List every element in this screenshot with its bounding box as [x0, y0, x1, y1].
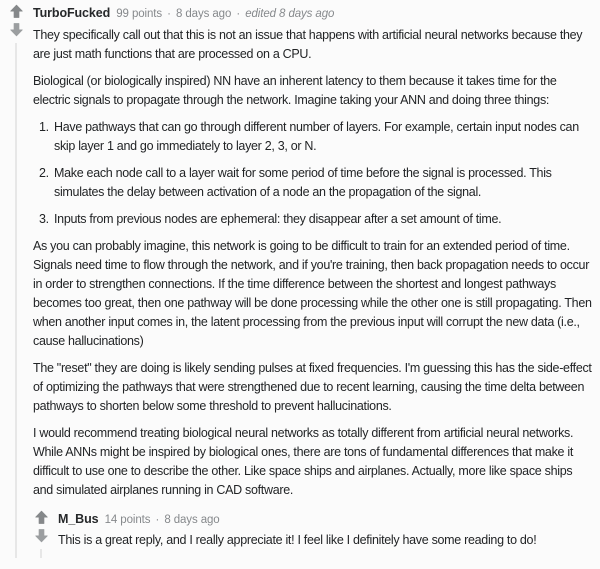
- list-item: 1. Have pathways that can go through different number of layers. For example, certain input nodes can skip layer 1 and go immediately to layer 2, 3, or N.: [52, 118, 592, 156]
- meta-separator: ·: [236, 8, 241, 20]
- comment-collapse-line[interactable]: [15, 43, 17, 558]
- comment-paragraph: As you can probably imagine, this network is going to be difficult to train for an extended period of time. Signals need time to flow through the network, and if you're training, then back propagation needs to occur in order to strengthen connections. If the time difference between the shortest and longest pathways becomes too great, then one pathway will be done processing while the other one is still propagating. Then when another input comes in, the latent processing from the previous input will corrupt the new data (i.e., cause hallucinations): [33, 239, 592, 348]
- reply-score: 14 points: [104, 514, 151, 526]
- upvote-icon[interactable]: [9, 4, 24, 19]
- list-item: 3. Inputs from previous nodes are ephemeral: they disappear after a set amount of time.: [52, 210, 592, 229]
- reply-author[interactable]: M_Bus: [58, 512, 99, 526]
- reply-paragraph: This is a great reply, and I really appreciate it! I feel like I definitely have some reading to do!: [58, 533, 537, 547]
- comment-paragraph: They specifically call out that this is not an issue that happens with artificial neural networks because they are just math functions that are processed on a CPU.: [33, 28, 583, 61]
- reply-comment: [29, 510, 592, 558]
- comment-collapse-line[interactable]: [40, 549, 42, 558]
- reply-header: [58, 510, 592, 526]
- reply-age: 8 days ago: [164, 514, 220, 526]
- vote-controls: [29, 510, 53, 558]
- reply-content: [53, 510, 592, 558]
- upvote-icon[interactable]: [34, 510, 49, 525]
- comment-paragraph: Biological (or biologically inspired) NN have an inherent latency to them because it takes time for the electric signals to propagate through the network. Imagine taking your ANN and doing three things:: [33, 74, 557, 107]
- comment-paragraph: I would recommend treating biological neural networks as totally different from artificial neural networks. While ANNs might be inspired by biological ones, there are tons of fundamental differences that make it difficult to use one to describe the other. Like space ships and airplanes. Actually, more like space ships and simulated airplanes running in CAD software.: [33, 426, 574, 497]
- downvote-icon[interactable]: [34, 528, 49, 543]
- list-item: 2. Make each node call to a layer wait for some period of time before the signal is processed. This simulates the delay between activation of a node an the propagation of the signal.: [52, 164, 592, 202]
- comment-age: 8 days ago: [176, 8, 232, 20]
- comment-numbered-list: [33, 118, 592, 229]
- downvote-icon[interactable]: [9, 22, 24, 37]
- comment-edited-label: edited 8 days ago: [245, 8, 335, 20]
- comment-paragraph: The "reset" they are doing is likely sending pulses at fixed frequencies. I'm guessing this has the side-effect of optimizing the pathways that were strengthened due to recent learning, causing the time delta between pathways to shorten below some threshold to prevent hallucinations.: [33, 361, 592, 413]
- comment-content: [28, 4, 592, 558]
- comment-body: [33, 26, 592, 500]
- comment-author[interactable]: TurboFucked: [33, 6, 111, 20]
- comment: [4, 4, 592, 558]
- vote-controls: [4, 4, 28, 558]
- meta-separator: ·: [167, 8, 171, 20]
- meta-separator: ·: [155, 514, 160, 526]
- reply-body: [58, 531, 592, 550]
- comment-score: 99 points: [116, 8, 163, 20]
- comment-header: [33, 4, 592, 20]
